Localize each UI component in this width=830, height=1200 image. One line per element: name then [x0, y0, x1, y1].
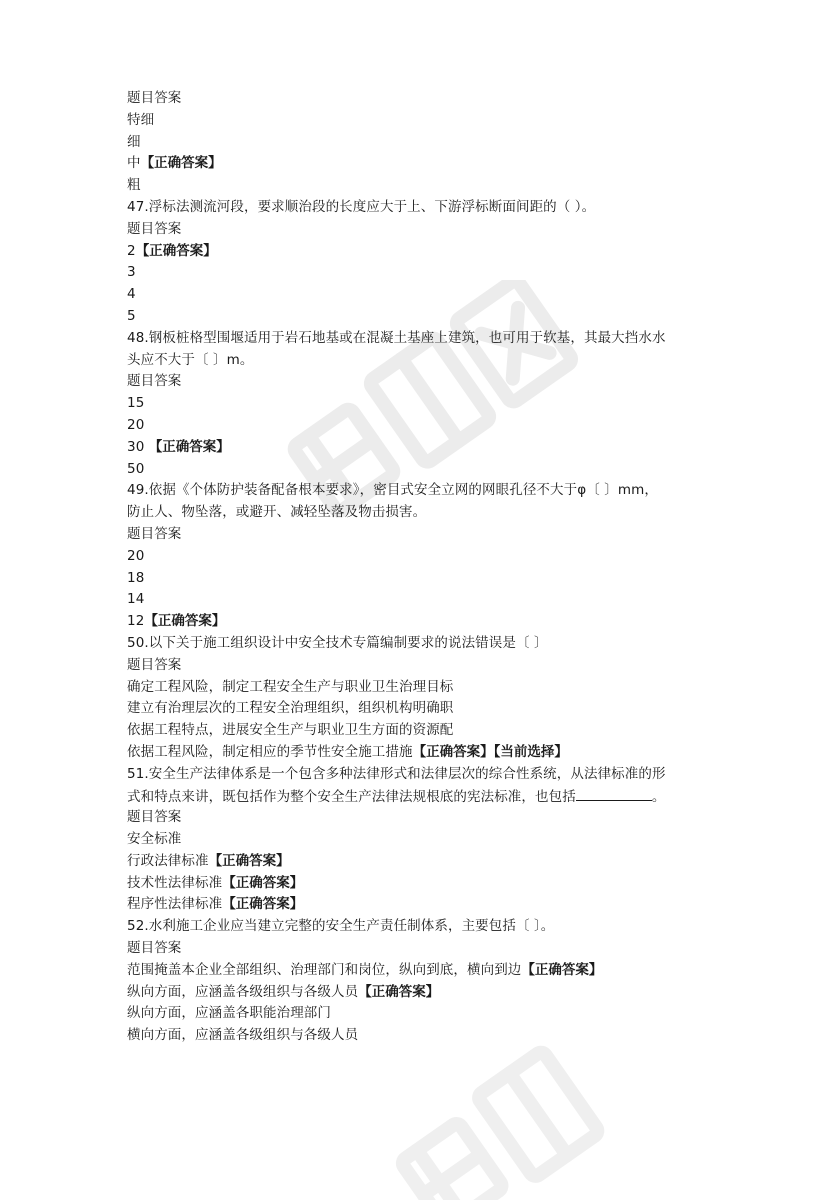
line-text: 5 [127, 307, 136, 324]
correct-answer-tag: 【正确答案】 [135, 242, 217, 259]
question-text [127, 480, 707, 502]
line-text: 47.浮标法测流河段，要求顺治段的长度应大于上、下游浮标断面间距的（ ）。 [127, 198, 596, 215]
answer-option [127, 153, 707, 175]
answer-option [127, 175, 707, 197]
line-text: 50 [127, 460, 145, 477]
answer-option [127, 546, 707, 568]
line-text: 纵向方面，应涵盖各级组织与各级人员 [127, 983, 359, 1000]
answer-option [127, 1025, 707, 1047]
line-text: 20 [127, 416, 145, 433]
correct-answer-tag: 【正确答案】 [521, 961, 603, 978]
question-text [127, 502, 707, 524]
question-text [127, 197, 707, 219]
answer-option [127, 829, 707, 851]
correct-answer-tag: 【正确答案】 [144, 613, 226, 630]
line-text: 题目答案 [127, 656, 182, 673]
answer-option [127, 393, 707, 415]
answer-option [127, 110, 707, 132]
answer-label [127, 219, 707, 241]
answer-option [127, 415, 707, 437]
answer-label [127, 524, 707, 546]
line-text: 纵向方面，应涵盖各职能治理部门 [127, 1005, 331, 1022]
line-text: 题目答案 [127, 373, 182, 390]
answer-option [127, 568, 707, 590]
document-body [127, 88, 707, 1047]
line-text: 依据工程特点，进展安全生产与职业卫生方面的资源配 [127, 722, 454, 739]
line-text: 题目答案 [127, 525, 182, 542]
answer-option [127, 589, 707, 611]
answer-label [127, 88, 707, 110]
question-text [127, 764, 707, 786]
correct-answer-tag: 【正确答案】 [358, 983, 440, 1000]
line-text: 48.钢板桩格型围堰适用于岩石地基或在混凝土基座上建筑，也可用于软基，其最大挡水水 [127, 329, 666, 346]
answer-option [127, 132, 707, 154]
correct-answer-tag: 【正确答案】 [140, 155, 222, 172]
question-text [127, 786, 707, 808]
correct-answer-tag: 【正确答案】【当前选择】 [412, 743, 568, 760]
line-text: 50.以下关于施工组织设计中安全技术专篇编制要求的说法错误是〔 〕 [127, 634, 548, 651]
line-text: 30 [127, 438, 149, 455]
answer-option [127, 241, 707, 263]
answer-option [127, 284, 707, 306]
line-text: 4 [127, 286, 136, 303]
line-text: 特细 [127, 111, 155, 128]
question-text [127, 916, 707, 938]
line-text-after: 。 [651, 788, 666, 805]
line-text: 3 [127, 264, 136, 281]
line-text: 18 [127, 569, 145, 586]
line-text: 2 [127, 242, 136, 259]
answer-option [127, 437, 707, 459]
line-text: 中 [127, 155, 141, 172]
line-text: 题目答案 [127, 809, 182, 826]
answer-option [127, 1003, 707, 1025]
line-text: 依据工程风险，制定相应的季节性安全施工措施 [127, 743, 413, 760]
line-text: 14 [127, 591, 145, 608]
line-text: 头应不大于〔 〕m。 [127, 351, 254, 368]
question-text [127, 328, 707, 350]
line-text: 安全标准 [127, 831, 182, 848]
answer-label [127, 371, 707, 393]
answer-option [127, 742, 707, 764]
line-text: 式和特点来讲，既包括作为整个安全生产法律法规根底的宪法标准，也包括 [127, 788, 576, 805]
line-text: 建立有治理层次的工程安全治理组织，组织机构明确职 [127, 700, 454, 717]
line-text: 题目答案 [127, 90, 182, 106]
correct-answer-tag: 【正确答案】 [148, 438, 230, 455]
line-text: 技术性法律标准 [127, 874, 223, 891]
line-text: 横向方面，应涵盖各级组织与各级人员 [127, 1027, 359, 1044]
line-text: 题目答案 [127, 220, 182, 237]
line-text: 粗 [127, 177, 141, 194]
answer-option [127, 698, 707, 720]
answer-option [127, 873, 707, 895]
answer-label [127, 807, 707, 829]
fill-blank [576, 786, 652, 801]
line-text: 题目答案 [127, 940, 182, 957]
answer-option [127, 982, 707, 1004]
line-text: 行政法律标准 [127, 852, 209, 869]
answer-option [127, 306, 707, 328]
line-text: 范围掩盖本企业全部组织、治理部门和岗位，纵向到底，横向到边 [127, 961, 522, 978]
correct-answer-tag: 【正确答案】 [222, 896, 304, 913]
line-text: 细 [127, 133, 141, 150]
answer-option [127, 677, 707, 699]
line-text: 12 [127, 613, 145, 630]
answer-label [127, 938, 707, 960]
watermark-logo-bottom [380, 1040, 680, 1200]
correct-answer-tag: 【正确答案】 [208, 852, 290, 869]
answer-option [127, 851, 707, 873]
line-text: 程序性法律标准 [127, 896, 223, 913]
answer-option [127, 960, 707, 982]
line-text: 20 [127, 547, 145, 564]
answer-option [127, 459, 707, 481]
correct-answer-tag: 【正确答案】 [222, 874, 304, 891]
answer-option [127, 894, 707, 916]
answer-option [127, 720, 707, 742]
answer-option [127, 262, 707, 284]
answer-option [127, 611, 707, 633]
question-text [127, 350, 707, 372]
question-text [127, 633, 707, 655]
line-text: 49.依据《个体防护装备配备根本要求》，密目式安全立网的网眼孔径不大于φ〔 〕mm， [127, 482, 658, 499]
line-text: 防止人、物坠落，或避开、减轻坠落及物击损害。 [127, 504, 427, 521]
line-text: 确定工程风险，制定工程安全生产与职业卫生治理目标 [127, 678, 454, 695]
line-text: 51.安全生产法律体系是一个包含多种法律形式和法律层次的综合性系统，从法律标准的形 [127, 765, 666, 782]
answer-label [127, 655, 707, 677]
line-text: 52.水利施工企业应当建立完整的安全生产责任制体系，主要包括〔 〕。 [127, 918, 555, 935]
line-text: 15 [127, 395, 145, 412]
